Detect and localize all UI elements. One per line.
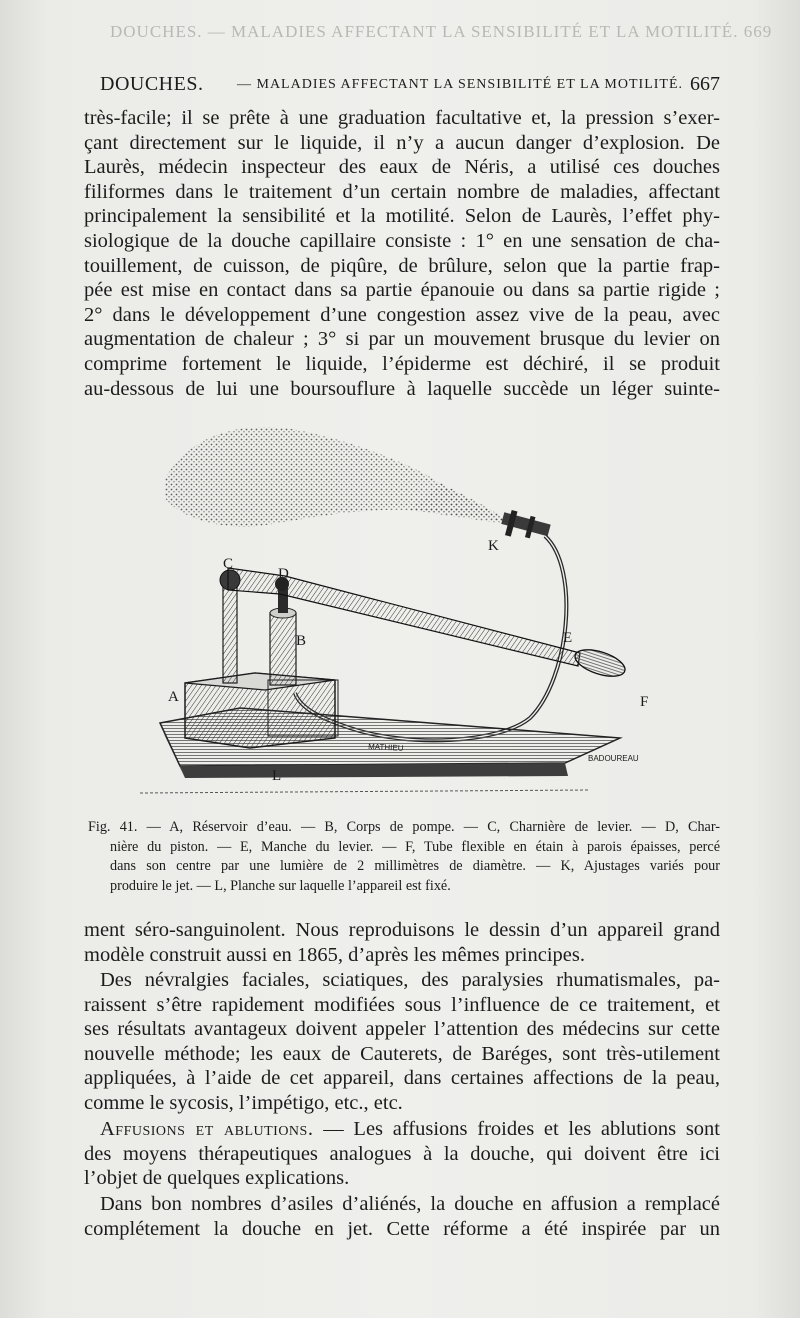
running-head (100, 70, 720, 100)
text-line: 2° dans le développement d’une congestion assez vive de la peau, avec (84, 303, 720, 326)
bleed-through-text: DOUCHES. — MALADIES AFFECTANT LA SENSIBILITÉ ET LA MOTILITÉ. 669 (110, 22, 773, 41)
text-line: Laurès, médecin inspecteur des eaux de Néris, a utilisé ces douches (84, 156, 720, 179)
label-e: E (563, 630, 573, 646)
running-head-subtitle: — MALADIES AFFECTANT LA SENSIBILITÉ ET LA MOTILITÉ. (237, 77, 684, 92)
paragraph-2 (84, 918, 720, 967)
figure-caption (88, 818, 720, 896)
text-line: raissent s’être rapidement modifiées sous l’influence de ce traitement, et (84, 993, 720, 1016)
reservoir-a (185, 673, 338, 748)
label-l: L (272, 768, 282, 784)
page-number: 667 (690, 73, 720, 95)
text-line: ses résultats avantageux doivent appeler l’attention des médecins sur cette (84, 1018, 720, 1041)
text-line: comprime fortement le liquide, l’épiderme est déchiré, il se produit (84, 352, 720, 375)
text-line: modèle construit aussi en 1865, d’après les mêmes principes. (84, 943, 585, 966)
text-line: principalement la sensibilité et la motilité. Selon de Laurès, l’effet phy- (84, 205, 720, 228)
text-line: l’objet de quelques explications. (84, 1167, 350, 1190)
text-line: des moyens thérapeutiques analogues à la douche, qui doivent être ici (84, 1142, 720, 1165)
label-k: K (488, 538, 499, 554)
text-line: au-dessous de lui une boursouflure à laquelle succède un léger suinte- (84, 377, 720, 400)
text-line: Dans bon nombres d’asiles d’aliénés, la douche en affusion a remplacé (100, 1193, 720, 1215)
text-line: Des névralgies faciales, sciatiques, des paralysies rhumatismales, pa- (100, 969, 720, 991)
text-run: — Les affusions froides et les ablutions sont (313, 1118, 720, 1140)
caption-line: dans son centre par une lumière de 2 millimètres de diamètre. — K, Ajustages variés pour (110, 858, 720, 874)
text-line: pée est mise en contact dans sa partie épanouie ou dans sa partie rigide ; (84, 279, 720, 302)
label-b: B (296, 633, 307, 649)
engraver-signature: BADOUREAU (588, 754, 639, 763)
nozzle-k (501, 510, 550, 538)
label-d: D (278, 566, 289, 582)
paragraph-1 (84, 106, 720, 401)
text-line: comme le sycosis, l’impétigo, etc., etc. (84, 1091, 403, 1114)
text-line: ment séro-sanguinolent. Nous reproduisons le dessin d’un appareil grand (84, 919, 720, 941)
caption-line: nière du piston. — E, Manche du levier. — F, Tube flexible en étain à parois épaisses, percé (110, 838, 720, 855)
label-a: A (168, 689, 179, 705)
text-line (84, 1117, 720, 1142)
text-line: très-facile; il se prête à une graduation facultative et, la pression s’exer- (84, 107, 720, 129)
text-line: complétement la douche en jet. Cette réforme a été inspirée par un (84, 1217, 720, 1240)
paragraph-5 (84, 1192, 720, 1241)
caption-line: produire le jet. — L, Planche sur laquelle l’appareil est fixé. (110, 877, 451, 894)
text-line: filiformes dans le traitement d’un certain nombre de maladies, affectant (84, 180, 720, 203)
section-heading-affusions: Affusions et ablutions. (100, 1118, 314, 1140)
text-line: siologique de la douche capillaire consiste : 1° en une sensation de cha- (84, 229, 720, 252)
text-line: nouvelle méthode; les eaux de Cauterets, de Baréges, sont très-utilement (84, 1042, 720, 1065)
caption-line: Fig. 41. — A, Réservoir d’eau. — B, Corps de pompe. — C, Charnière de levier. — D, Char- (88, 819, 720, 835)
text-line: çant directement sur le liquide, il n’y a aucun danger d’explosion. De (84, 131, 720, 154)
running-head-title: DOUCHES. (100, 73, 204, 95)
text-line: appliquées, à l’aide de cet appareil, dans certaines affections de la peau, (84, 1067, 720, 1090)
maker-stamp: MATHIEU (367, 742, 404, 753)
pump-body-b (270, 583, 296, 685)
paragraph-4 (84, 1117, 720, 1191)
text-line: touillement, de cuisson, de piqûre, de brûlure, selon que la partie frap- (84, 254, 720, 277)
figure-pump-apparatus (110, 418, 710, 803)
label-c: C (223, 556, 234, 572)
water-spray (165, 427, 510, 527)
label-f: F (640, 694, 649, 710)
paragraph-3 (84, 968, 720, 1116)
text-line: augmentation de chaleur ; 3° si par un mouvement brusque du levier on (84, 328, 720, 351)
